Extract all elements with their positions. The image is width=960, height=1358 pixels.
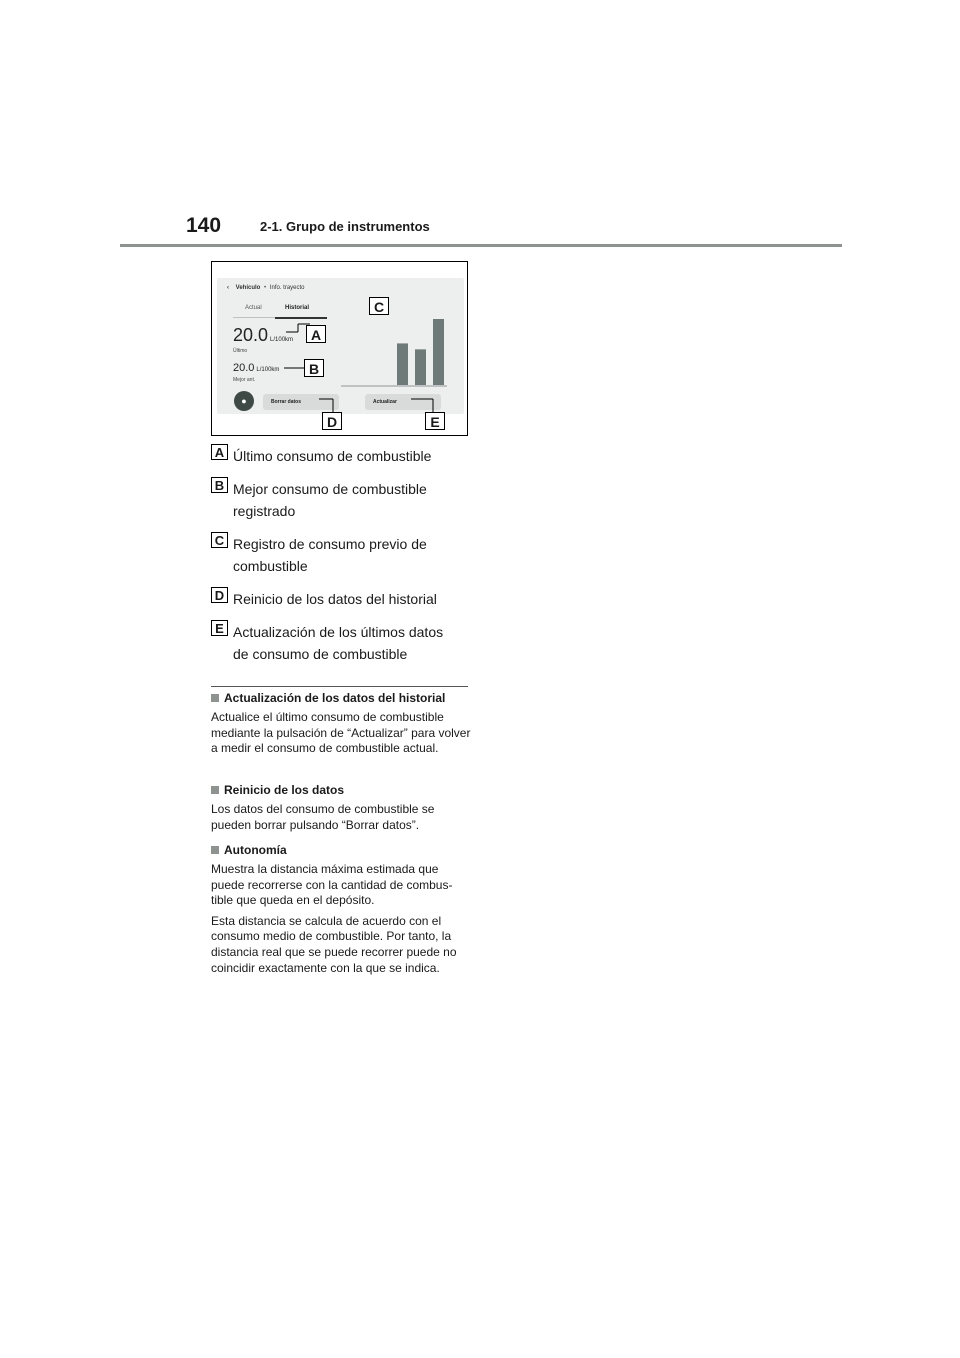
best-consumption-label: Mejor ant. (233, 377, 256, 383)
legend-text: Último consumo de combustible (233, 448, 432, 464)
legend-text: Reinicio de los datos del historial (233, 591, 437, 607)
microphone-icon[interactable]: ● (234, 391, 254, 411)
latest-consumption-label: Último (233, 348, 248, 354)
legend-key: C (211, 532, 228, 548)
legend-key: D (211, 587, 228, 603)
breadcrumb-trip-info: Info. trayecto (269, 285, 305, 291)
breadcrumb-separator: • (264, 285, 267, 291)
legend-text: Actualización de los últimos datos de consumo de combustible (233, 624, 444, 662)
note-paragraph: Actualice el último consumo de combustible mediante la pulsación de “Actualizar” para volver a medir el consumo de combustible actual. (211, 710, 471, 756)
legend-key: A (211, 444, 228, 460)
note-heading: Autonomía (211, 843, 471, 858)
legend-text: Mejor consumo de combustible registrado (233, 481, 427, 519)
update-button[interactable]: Actualizar (365, 394, 441, 410)
callout-e: E (425, 412, 445, 430)
note-body (211, 710, 471, 757)
callout-lines (212, 262, 469, 437)
section-divider (211, 686, 468, 687)
callout-c: C (369, 297, 389, 315)
callout-a: A (306, 325, 326, 343)
latest-consumption-value: 20.0 L/100km (233, 325, 294, 345)
note-paragraph: Muestra la distancia máxima estimada que puede recorrerse con la cantidad de combus-tible que queda en el depósito. (211, 862, 453, 908)
note-paragraph: Esta distancia se calcula de acuerdo con el consumo medio de combustible. Por tanto, la distancia real que se puede recorrer puede no coincidir exactamente con la que se indica. (211, 913, 457, 975)
square-bullet-icon (211, 694, 219, 702)
breadcrumb-vehicle[interactable]: Vehículo (235, 285, 261, 291)
header-rule (120, 244, 842, 247)
clear-data-button[interactable]: Borrar datos (263, 394, 339, 410)
note-body (211, 802, 471, 833)
legend-key: B (211, 477, 228, 493)
note-reset-data (211, 783, 471, 838)
best-consumption-value: 20.0 L/100km (233, 362, 280, 374)
note-update-history (211, 691, 471, 762)
note-heading: Reinicio de los datos (211, 783, 471, 798)
figure-frame (211, 261, 468, 436)
tab-history[interactable]: Historial (285, 305, 310, 311)
chevron-left-icon[interactable]: ‹ (227, 285, 229, 291)
section-title: 2-1. Grupo de instrumentos (260, 219, 430, 234)
tab-actual[interactable]: Actual (245, 305, 262, 311)
callout-b: B (304, 359, 324, 377)
callout-d: D (322, 412, 342, 430)
legend-key: E (211, 620, 228, 636)
legend-text: Registro de consumo previo de combustible (233, 536, 427, 574)
page-number: 140 (186, 214, 222, 237)
note-paragraph: Los datos del consumo de combustible se pueden borrar pulsando “Borrar datos”. (211, 802, 435, 832)
note-range (211, 843, 471, 981)
square-bullet-icon (211, 846, 219, 854)
note-body (211, 862, 471, 976)
note-heading: Actualización de los datos del historial (211, 691, 471, 706)
square-bullet-icon (211, 786, 219, 794)
